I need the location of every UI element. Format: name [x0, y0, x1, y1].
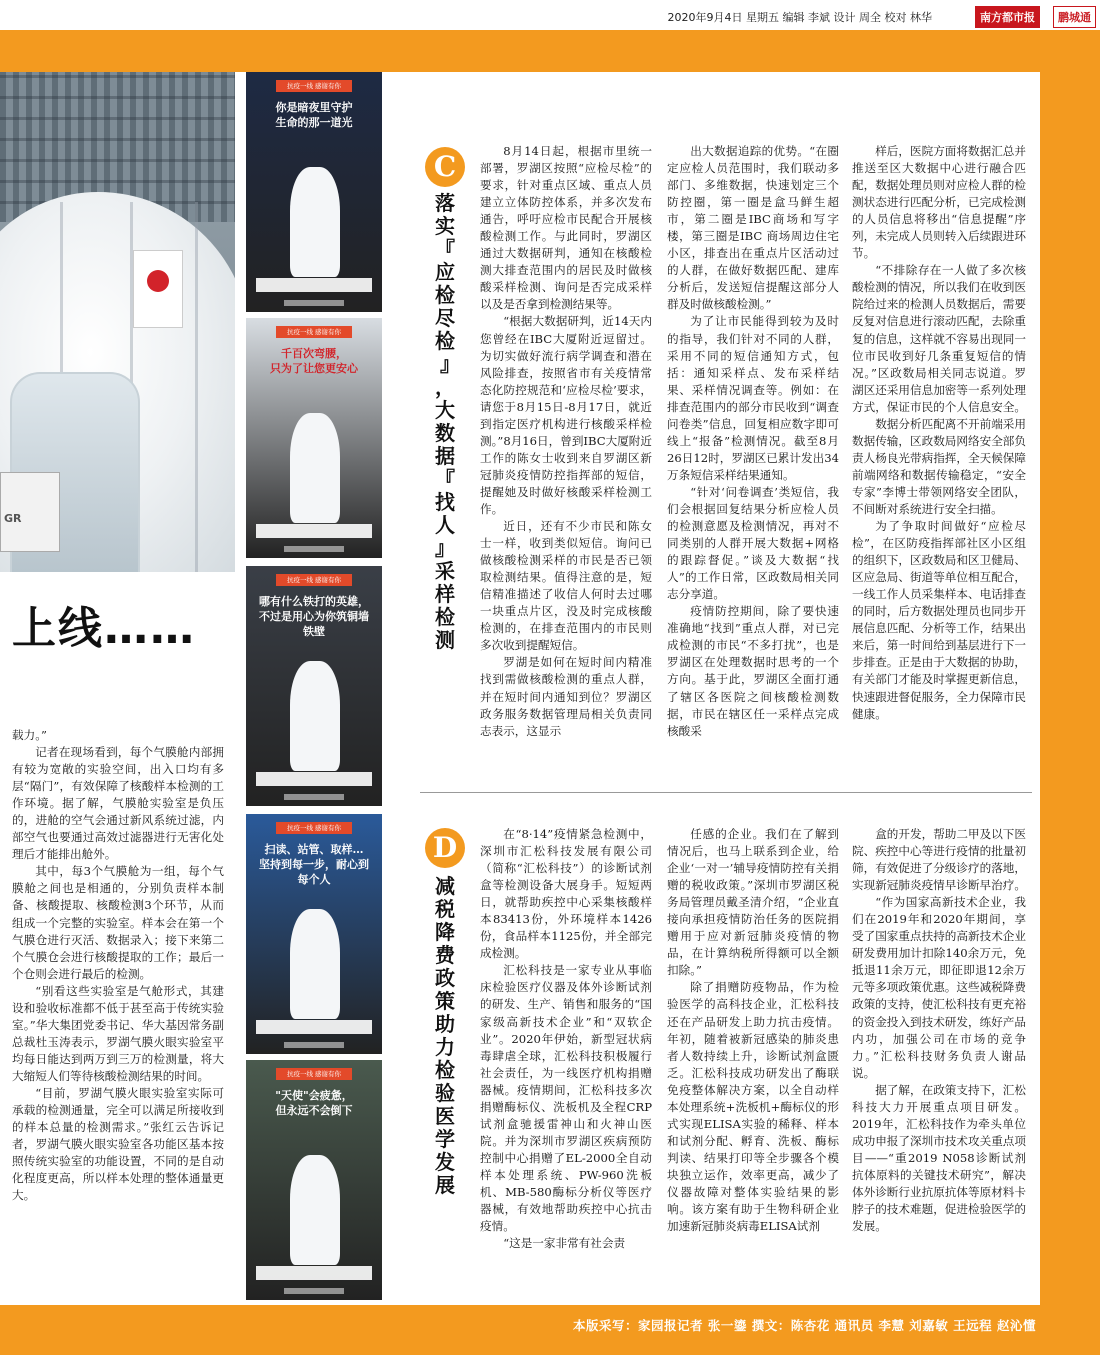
section-divider	[420, 792, 1032, 793]
medical-worker-figure	[290, 413, 340, 523]
paragraph: “根据大数据研判，近14天内您曾经在IBC大厦附近逗留过。为切实做好流行病学调查和潜在风险排查，按照省市有关疫情常态化防控规范和‘应检尽检’要求，请您于8月15日-8月17日，就近到指定医疗机构进行核酸采样检测。”8月16日，曾到IBC大厦附近工作的陈女士收到来自罗湖区新冠肺炎疫情防控指挥部的短信，提醒她及时做好核酸采样检测工作。	[480, 314, 652, 516]
medical-worker-figure	[290, 661, 340, 771]
paragraph: 其中，每3个气膜舱为一组，每个气膜舱之间也是相通的，分别负责样本制备、核酸提取、核酸检测3个环节，从而组成一个完整的实验室。样本会在第一个气膜仓进行灭活、数据录入；接下来第二个气膜仓会进行核酸提取的工作；最后一个仓则会进行最后的检测。	[12, 864, 224, 981]
poster-tag: 抗疫一线 感谢有你	[276, 822, 352, 834]
paragraph: 近日，还有不少市民和陈女士一样，收到类似短信。询问已做核酸检测采样的市民是否已领取检测结果。值得注意的是，短信精准描述了收信人何时去过哪一块重点片区，没及时完成核酸检测的，在排查范围内的市民则多次收到提醒短信。	[480, 519, 652, 653]
poster-tag: 抗疫一线 感谢有你	[276, 574, 352, 586]
section-c-column-2	[667, 143, 839, 740]
ac-label: GR	[4, 512, 22, 525]
orange-frame-top	[0, 30, 1100, 72]
left-column-text	[12, 727, 224, 1204]
poster-title: 千百次弯腰， 只为了让您更安心	[270, 347, 358, 375]
paragraph: “不排除存在一人做了多次核酸检测的情况，所以我们在收到医院给过来的检测人员数据后，需要反复对信息进行滚动匹配，去除重复的信息，这样就不容易出现同一位市民收到好几条重复短信的情况。”区政数局相关同志说道。罗湖区还采用信息加密等一系列处理方式，保证市民的个人信息安全。	[852, 263, 1026, 414]
paragraph: 罗湖是如何在短时间内精准找到需做核酸检测的重点人群，并在短时间内通知到位？罗湖区政务服务数据管理局相关负责同志表示，这显示	[480, 655, 652, 738]
tribute-poster	[246, 318, 382, 558]
poster-footer	[284, 1042, 344, 1048]
poster-title: 你是暗夜里守护 生命的那一道光	[275, 101, 353, 129]
paragraph: 载力。”	[12, 728, 47, 742]
paragraph: 汇松科技是一家专业从事临床检验医疗仪器及体外诊断试剂的研发、生产、销售和服务的“国家级高新技术企业”和“双软企业”。2020年伊始，新型冠状病毒肆虐全球，汇松科技积极履行社会责任，为一线医疗机构捐赠器械。疫情期间，汇松科技多次捐赠酶标仪、洗板机及全程CRP试剂盒驰援雷神山和火神山医院。并为深圳市罗湖区疾病预防控制中心捐赠了EL-2000全自动样本处理系统、PW-960洗板机、MB-580酶标分析仪等医疗器械，有效地帮助疾控中心抗击疫情。	[480, 963, 652, 1234]
paragraph: “别看这些实验室是气舱形式，其建设和验收标准都不低于甚至高于传统实验室。”华大集团党委书记、华大基因常务副总裁杜玉涛表示，罗湖气膜火眼实验室平均每日能达到两万到三万的检测量，将大大缩短人们等待核酸检测结果的时间。	[12, 983, 224, 1083]
poster-title: 哪有什么铁打的英雄， 不过是用心为你筑铜墙铁壁	[259, 595, 369, 638]
section-c-title: 落实『应检尽检』，大数据『找人』采样检测	[435, 191, 455, 652]
paragraph: 除了捐赠防疫物品，作为检验医学的高科技企业，汇松科技还在产品研发上助力抗击疫情。年初，随着被新冠感染的肺炎患者人数持续上升，诊断试剂盒匮乏。汇松科技成功研发出了酶联免疫整体解决方案，以全自动样本处理系统+洗板机+酶标仪的形式实现ELISA实验的稀释、样本和试剂分配、孵育、洗板、酶标判读、结果打印等全步骤各个模块独立运作，效率更高，减少了仪器故障对整体实验结果的影响。该方案有助于生物科研企业加速新冠肺炎病毒ELISA试剂	[667, 980, 839, 1234]
poster-footer	[284, 300, 344, 306]
section-d-column-1	[480, 826, 652, 1252]
paragraph: 为了争取时间做好“应检尽检”，在区防疫指挥部社区小区组的组织下，区政数局和区卫健局、区应急局、街道等单位相互配合，一线工作人员采集样本、电话排查的同时，后方数据处理员也同步开展信息匹配、分析等工作，结果出来后，第一时间给到基层进行下一步排查。正是由于大数据的协助，有关部门才能及时掌握更新信息，快速跟进督促服务，全力保障市民健康。	[852, 519, 1026, 721]
poster-caption-bar	[256, 278, 372, 292]
tribute-poster	[246, 72, 382, 312]
headline-fragment: 上线……	[12, 603, 196, 654]
section-c-badge: C	[425, 147, 465, 187]
paragraph: 数据分析匹配离不开前端采用数据传输，区政数局网络安全部负责人杨良光带病指挥，全天候保障前端网络和数据传输稳定，“安全专家”李博士带领网络安全团队，不间断对系统进行安全扫描。	[852, 416, 1026, 516]
paragraph: 8月14日起，根据市里统一部署，罗湖区按照“应检尽检”的要求，针对重点区域、重点人员建立立体防控体系，并多次发布通告，呼吁应检市民配合开展核酸检测工作。与此同时，罗湖区通过大数据研判，通知在核酸检测大排查范围内的居民及时做核酸采样检测、询问是否完成采样以及是否拿到检测结果等。	[480, 144, 652, 312]
tribute-poster	[246, 814, 382, 1054]
page-header	[0, 0, 1100, 30]
byline-credits: 本版采写：家园报记者 张一鎏 撰文：陈杏花 通讯员 李慧 刘嘉敏 王远程 赵沁懂	[573, 1318, 1036, 1333]
air-membrane-lab-photo	[0, 72, 235, 572]
section-logo: 鹏城通	[1053, 6, 1096, 28]
section-d-title: 减税降费政策助力检验医学发展	[435, 874, 455, 1197]
poster-tag: 抗疫一线 感谢有你	[276, 1068, 352, 1080]
paragraph: 疫情防控期间，除了要快速准确地“找到”重点人群，对已完成检测的市民“不多打扰”，也是罗湖区在处理数据时思考的一个方向。基于此，罗湖区全面打通了辖区各医院之间核酸检测数据，市民在辖区任一采样点完成核酸采	[667, 604, 839, 738]
poster-caption-bar	[256, 524, 372, 538]
section-d-column-3	[852, 826, 1026, 1235]
paragraph: 在“8·14”疫情紧急检测中，深圳市汇松科技发展有限公司（简称“汇松科技”）的诊断试剂盒等检测设备大展身手。短短两日，就帮助疾控中心采集核酸样本83413份，外环境样本1426份，食品样本1125份，并全部完成检测。	[480, 827, 652, 961]
orange-frame-right	[1040, 30, 1100, 1305]
poster-title: 扫读、站管、取样… 坚持到每一步，耐心到每个人	[259, 843, 369, 886]
paragraph: 据了解，在政策支持下，汇松科技大力开展重点项目研发。2019年，汇松科技作为牵头单位成功申报了深圳市技术攻关重点项目——“重2019 N058诊断试剂抗体原料的关键技术研究”，解决体外诊断行业抗原抗体等原材料卡脖子的技术难题，促进检验医学的发展。	[852, 1082, 1026, 1234]
tribute-poster	[246, 1060, 382, 1300]
poster-caption-bar	[256, 1266, 372, 1280]
medical-worker-figure	[290, 1155, 340, 1265]
paragraph: 盒的开发，帮助二甲及以下医院、疾控中心等进行疫情的批量初筛，有效促进了分级诊疗的落地，实现新冠肺炎疫情早诊断早治疗。	[852, 827, 1026, 893]
tribute-poster	[246, 566, 382, 806]
poster-tag: 抗疫一线 感谢有你	[276, 326, 352, 338]
section-d-badge: D	[425, 828, 465, 868]
poster-footer	[284, 794, 344, 800]
medical-worker-figure	[290, 167, 340, 277]
poster-caption-bar	[256, 1020, 372, 1034]
medical-worker-figure	[290, 909, 340, 1019]
paragraph: 记者在现场看到，每个气膜舱内部拥有较为宽敞的实验空间，出入口均有多层“隔门”，有效保障了核酸样本检测的工作环境。据了解，气膜舱实验室是负压的，进舱的空气会通过新风系统过滤，内部空气也要通过高效过滤器进行无害化处理后才能排出舱外。	[12, 745, 224, 862]
poster-footer	[284, 546, 344, 552]
paragraph: 样后，医院方面将数据汇总并推送至区大数据中心进行融合匹配，数据处理员则对应检人群的检测状态进行匹配分析，已完成检测的人员信息将移出“信息提醒”序列，未完成人员则转入后续跟进环节。	[852, 144, 1026, 261]
issue-meta: 2020年9月4日 星期五 编辑 李斌 设计 周全 校对 林华	[667, 11, 932, 24]
paragraph: 出大数据追踪的优势。“在圈定应检人员范围时，我们联动多部门、多维数据，快速划定三个防控圈，第一圈是盒马鲜生超市，第二圈是IBC商场和写字楼，第三圈是IBC 商场周边住宅小区，排查出在重点片区活动过的人群，在做好数据匹配、建库分析后，发送短信提醒这部分人群及时做核酸检测。”	[667, 144, 839, 312]
poster-caption-bar	[256, 772, 372, 786]
poster-footer	[284, 1288, 344, 1294]
poster-title: "天使"会疲惫， 但永远不会倒下	[275, 1089, 353, 1117]
logo-icon	[147, 270, 169, 292]
poster-tag: 抗疫一线 感谢有你	[276, 80, 352, 92]
paragraph: “针对‘问卷调查’类短信，我们会根据回复结果分析应检人员的检测意愿及检测情况，再对不同类别的人群开展大数据+网格的跟踪督促。”谈及大数据“找人”的工作日常，区政数局相关同志分享道。	[667, 484, 839, 602]
newspaper-logo: 南方都市报	[975, 6, 1040, 28]
paragraph: “作为国家高新技术企业，我们在2019年和2020年期间，享受了国家重点扶持的高新技术企业研发费用加计扣除140余万元，免抵退11余万元，即征即退12余万元等多项政策优惠。这些减税降费政策的支持，使汇松科技有更充裕的资金投入到技术研发，练好产品内功，加强公司在市场的竞争力。”汇松科技财务负责人谢品说。	[852, 895, 1026, 1080]
section-c-column-1	[480, 143, 652, 740]
section-d-column-2	[667, 826, 839, 1235]
paragraph: 任感的企业。我们在了解到情况后，也马上联系到企业，给企业‘一对一’辅导疫情防控有关捐赠的税收政策。”深圳市罗湖区税务局管理员戴圣清介绍，“企业直接向承担疫情防治任务的医院捐赠用于应对新冠肺炎疫情的物品，在计算纳税所得额可以全额扣除。”	[667, 827, 839, 978]
paragraph: 为了让市民能得到较为及时的指导，我们针对不同的人群，采用不同的短信通知方式，包括：通知采样点、发布采样结果、采样情况调查等。例如：在排查范围内的部分市民收到“调查问卷类”信息，回复相应数字即可线上“报备”检测情况。截至8月26日12时，罗湖区已累计发出34万条短信采样结果通知。	[667, 314, 839, 482]
paragraph: “目前，罗湖气膜火眼实验室实际可承载的检测通量，完全可以满足所接收到的样本总量的检测需求。”张红云告诉记者，罗湖气膜火眼实验室各功能区基本按照传统实验室的功能设置，不同的是自动化程度更高，所以样本处理的整体通量更大。	[12, 1085, 224, 1203]
section-c-column-3	[852, 143, 1026, 723]
paragraph: “这是一家非常有社会责	[503, 1236, 626, 1251]
